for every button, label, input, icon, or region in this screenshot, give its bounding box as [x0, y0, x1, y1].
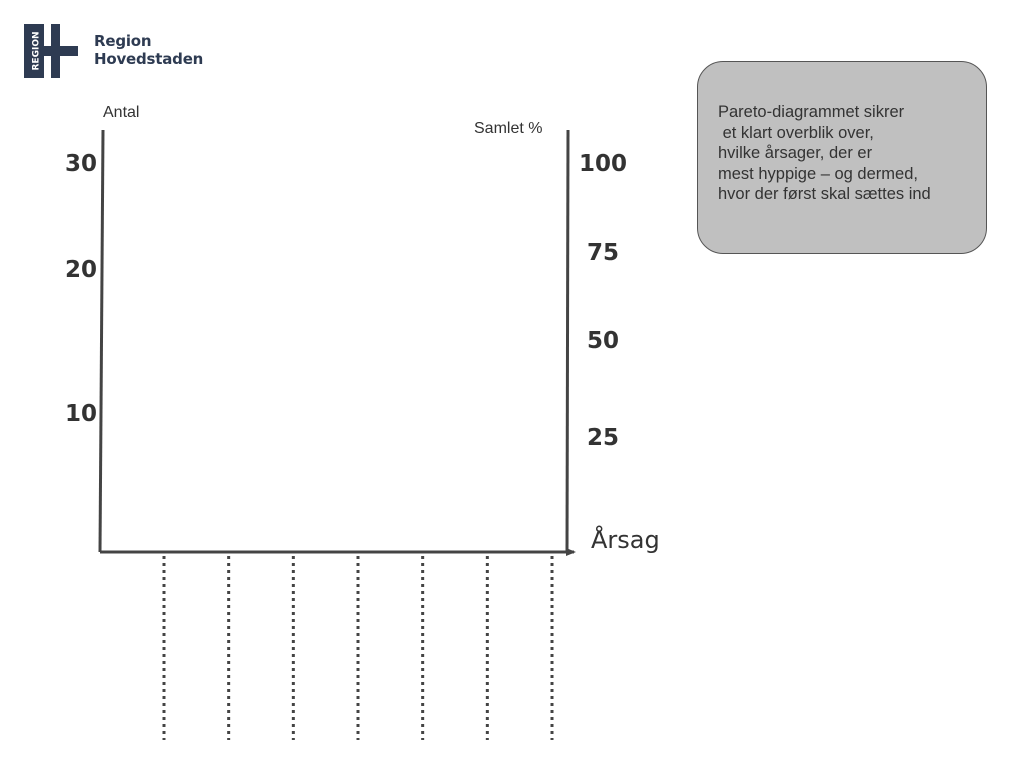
- logo-line-region: Region: [94, 32, 152, 50]
- logo-mark-text: REGION: [31, 31, 42, 71]
- left-tick-10: 10: [64, 401, 97, 427]
- left-y-axis: [100, 130, 103, 552]
- callout-line: et klart overblik over,: [718, 123, 874, 142]
- right-tick-100: 100: [579, 151, 628, 177]
- right-y-axis: [567, 130, 568, 552]
- callout-line: Pareto-diagrammet sikrer: [718, 103, 905, 121]
- right-tick-25: 25: [587, 425, 620, 451]
- pareto-explanation-callout: [697, 61, 987, 254]
- right-tick-50: 50: [587, 328, 620, 354]
- right-axis-label: Samlet %: [474, 120, 543, 137]
- logo-line-hovedstaden: Hovedstaden: [94, 50, 204, 68]
- cause-column-dividers: [164, 556, 552, 740]
- left-tick-30: 30: [64, 151, 97, 177]
- callout-line: mest hyppige – og dermed,: [718, 164, 918, 183]
- left-tick-20: 20: [64, 257, 97, 283]
- callout-line: hvilke årsager, der er: [718, 144, 873, 162]
- right-tick-75: 75: [587, 240, 620, 266]
- x-axis-label: Årsag: [591, 526, 660, 554]
- callout-line: hvor der først skal sættes ind: [718, 185, 931, 203]
- left-axis-label: Antal: [103, 104, 140, 121]
